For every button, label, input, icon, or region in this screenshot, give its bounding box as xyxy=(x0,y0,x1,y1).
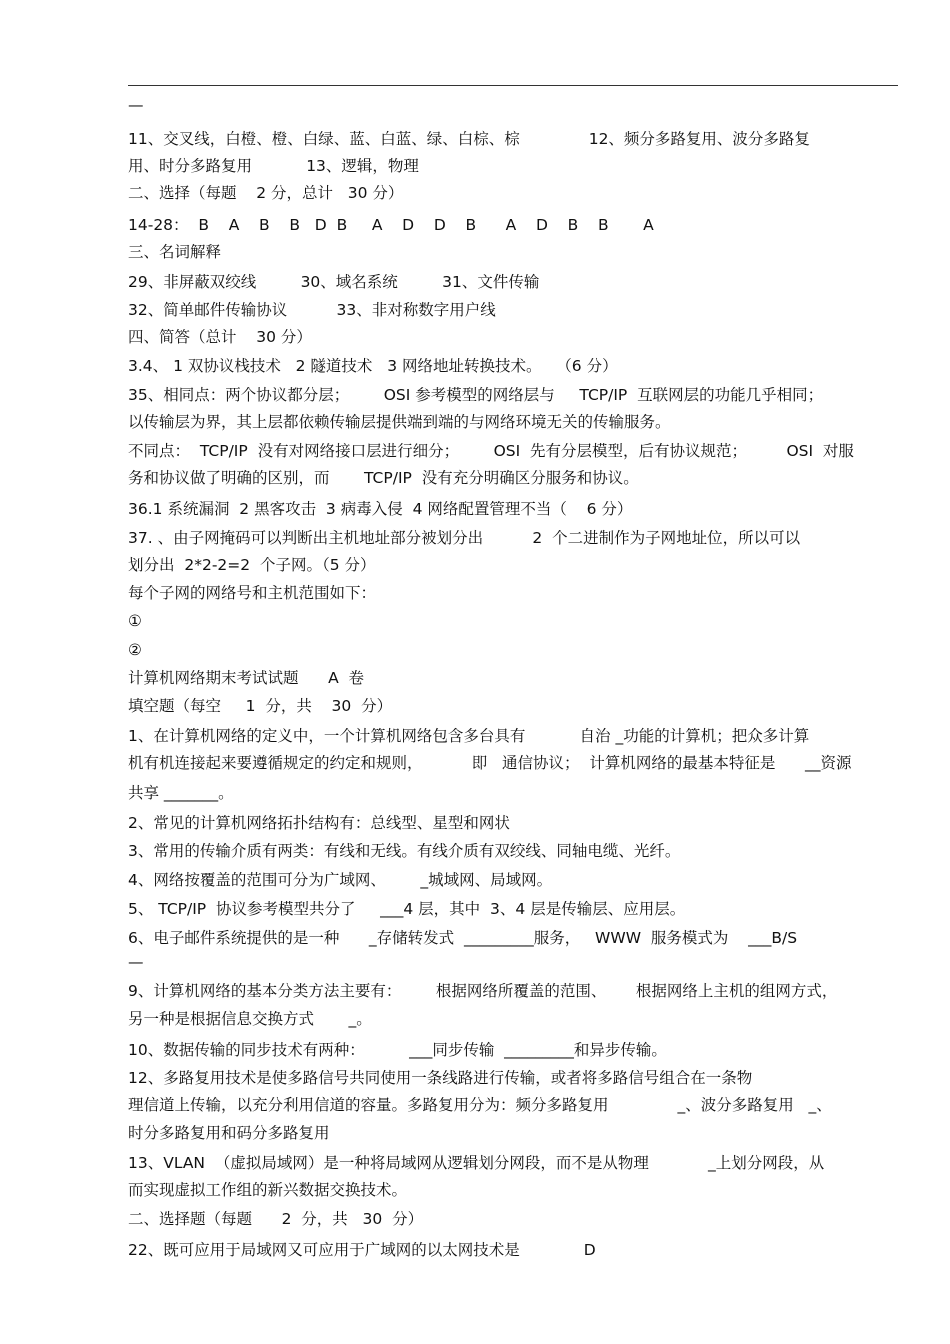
text-line: 11、交叉线，白橙、橙、白绿、蓝、白蓝、绿、白棕、棕 12、频分多路复用、波分多路复 xyxy=(128,130,810,148)
text-line: 计算机网络期末考试试题 A 卷 xyxy=(128,669,365,687)
text-line: 10、数据传输的同步技术有两种： ___同步传输 _________和异步传输。 xyxy=(128,1041,667,1059)
text-line: 36.1 系统漏洞 2 黑客攻击 3 病毒入侵 4 网络配置管理不当（ 6 分） xyxy=(128,500,633,518)
text-line: 共享 _______。 xyxy=(128,784,234,802)
text-line: 4、网络按覆盖的范围可分为广域网、 _城域网、局域网。 xyxy=(128,871,553,889)
text-line: 32、简单邮件传输协议 33、非对称数字用户线 xyxy=(128,301,496,319)
text-line: 不同点： TCP/IP 没有对网络接口层进行细分； OSI 先有分层模型，后有协议规范； OSI 对服 xyxy=(128,442,854,460)
text-line: 35、相同点：两个协议都分层； OSI 参考模型的网络层与 TCP/IP 互联网层的功能几乎相同； xyxy=(128,386,824,404)
text-line: 时分多路复用和码分多路复用 xyxy=(128,1124,330,1142)
text-line: 二、选择题（每题 2 分，共 30 分） xyxy=(128,1210,424,1228)
text-line: 四、简答（总计 30 分） xyxy=(128,328,312,346)
text-line: 3.4、 1 双协议栈技术 2 隧道技术 3 网络地址转换技术。 （6 分） xyxy=(128,357,618,375)
text-line: — xyxy=(128,96,144,114)
text-line: 29、非屏蔽双绞线 30、域名系统 31、文件传输 xyxy=(128,273,540,291)
text-line: 6、电子邮件系统提供的是一种 _存储转发式 _________服务， WWW 服务模式为 ___B/S xyxy=(128,929,798,947)
header-rule xyxy=(128,85,898,86)
text-line: 机有机连接起来要遵循规定的约定和规则， 即 通信协议； 计算机网络的最基本特征是 __资源 xyxy=(128,754,852,772)
text-line: 37. 、由子网掩码可以判断出主机地址部分被划分出 2 个二进制作为子网地址位，所以可以 xyxy=(128,529,801,547)
text-line: 每个子网的网络号和主机范围如下： xyxy=(128,584,377,602)
text-line: 9、计算机网络的基本分类方法主要有： 根据网络所覆盖的范围、 根据网络上主机的组网方式， xyxy=(128,982,838,1000)
text-line: 用、时分多路复用 13、逻辑，物理 xyxy=(128,157,419,175)
text-line: 13、VLAN （虚拟局域网）是一种将局域网从逻辑划分网段，而不是从物理 _上划分网段，从 xyxy=(128,1154,825,1172)
text-line: 二、选择（每题 2 分，总计 30 分） xyxy=(128,184,404,202)
text-line: ② xyxy=(128,641,142,659)
text-line: 12、多路复用技术是使多路信号共同使用一条线路进行传输，或者将多路信号组合在一条物 xyxy=(128,1069,753,1087)
text-line: 2、常见的计算机网络拓扑结构有：总线型、星型和网状 xyxy=(128,814,510,832)
text-line: 3、常用的传输介质有两类：有线和无线。有线介质有双绞线、同轴电缆、光纤。 xyxy=(128,842,681,860)
text-line: 22、既可应用于局域网又可应用于广域网的以太网技术是 D xyxy=(128,1241,596,1259)
text-line: 而实现虚拟工作组的新兴数据交换技术。 xyxy=(128,1181,408,1199)
text-line: 划分出 2*2-2=2 个子网。（5 分） xyxy=(128,556,376,574)
text-line: 1、在计算机网络的定义中，一个计算机网络包含多台具有 自治 _功能的计算机；把众多计算 xyxy=(128,727,810,745)
text-line: 5、 TCP/IP 协议参考模型共分了 ___4 层，其中 3、4 层是传输层、应用层。 xyxy=(128,900,686,918)
text-line: — xyxy=(128,953,144,971)
text-line: ① xyxy=(128,612,142,630)
text-line: 填空题（每空 1 分，共 30 分） xyxy=(128,697,393,715)
text-line: 14-28： B A B B D B A D D B A D B B A xyxy=(128,216,654,234)
text-line: 另一种是根据信息交换方式 _。 xyxy=(128,1010,372,1028)
text-line: 理信道上传输，以充分利用信道的容量。多路复用分为：频分多路复用 _、波分多路复用 _、 xyxy=(128,1096,832,1114)
text-line: 务和协议做了明确的区别，而 TCP/IP 没有充分明确区分服务和协议。 xyxy=(128,469,639,487)
text-line: 三、名词解释 xyxy=(128,243,222,261)
text-line: 以传输层为界，其上层都依赖传输层提供端到端的与网络环境无关的传输服务。 xyxy=(128,413,671,431)
